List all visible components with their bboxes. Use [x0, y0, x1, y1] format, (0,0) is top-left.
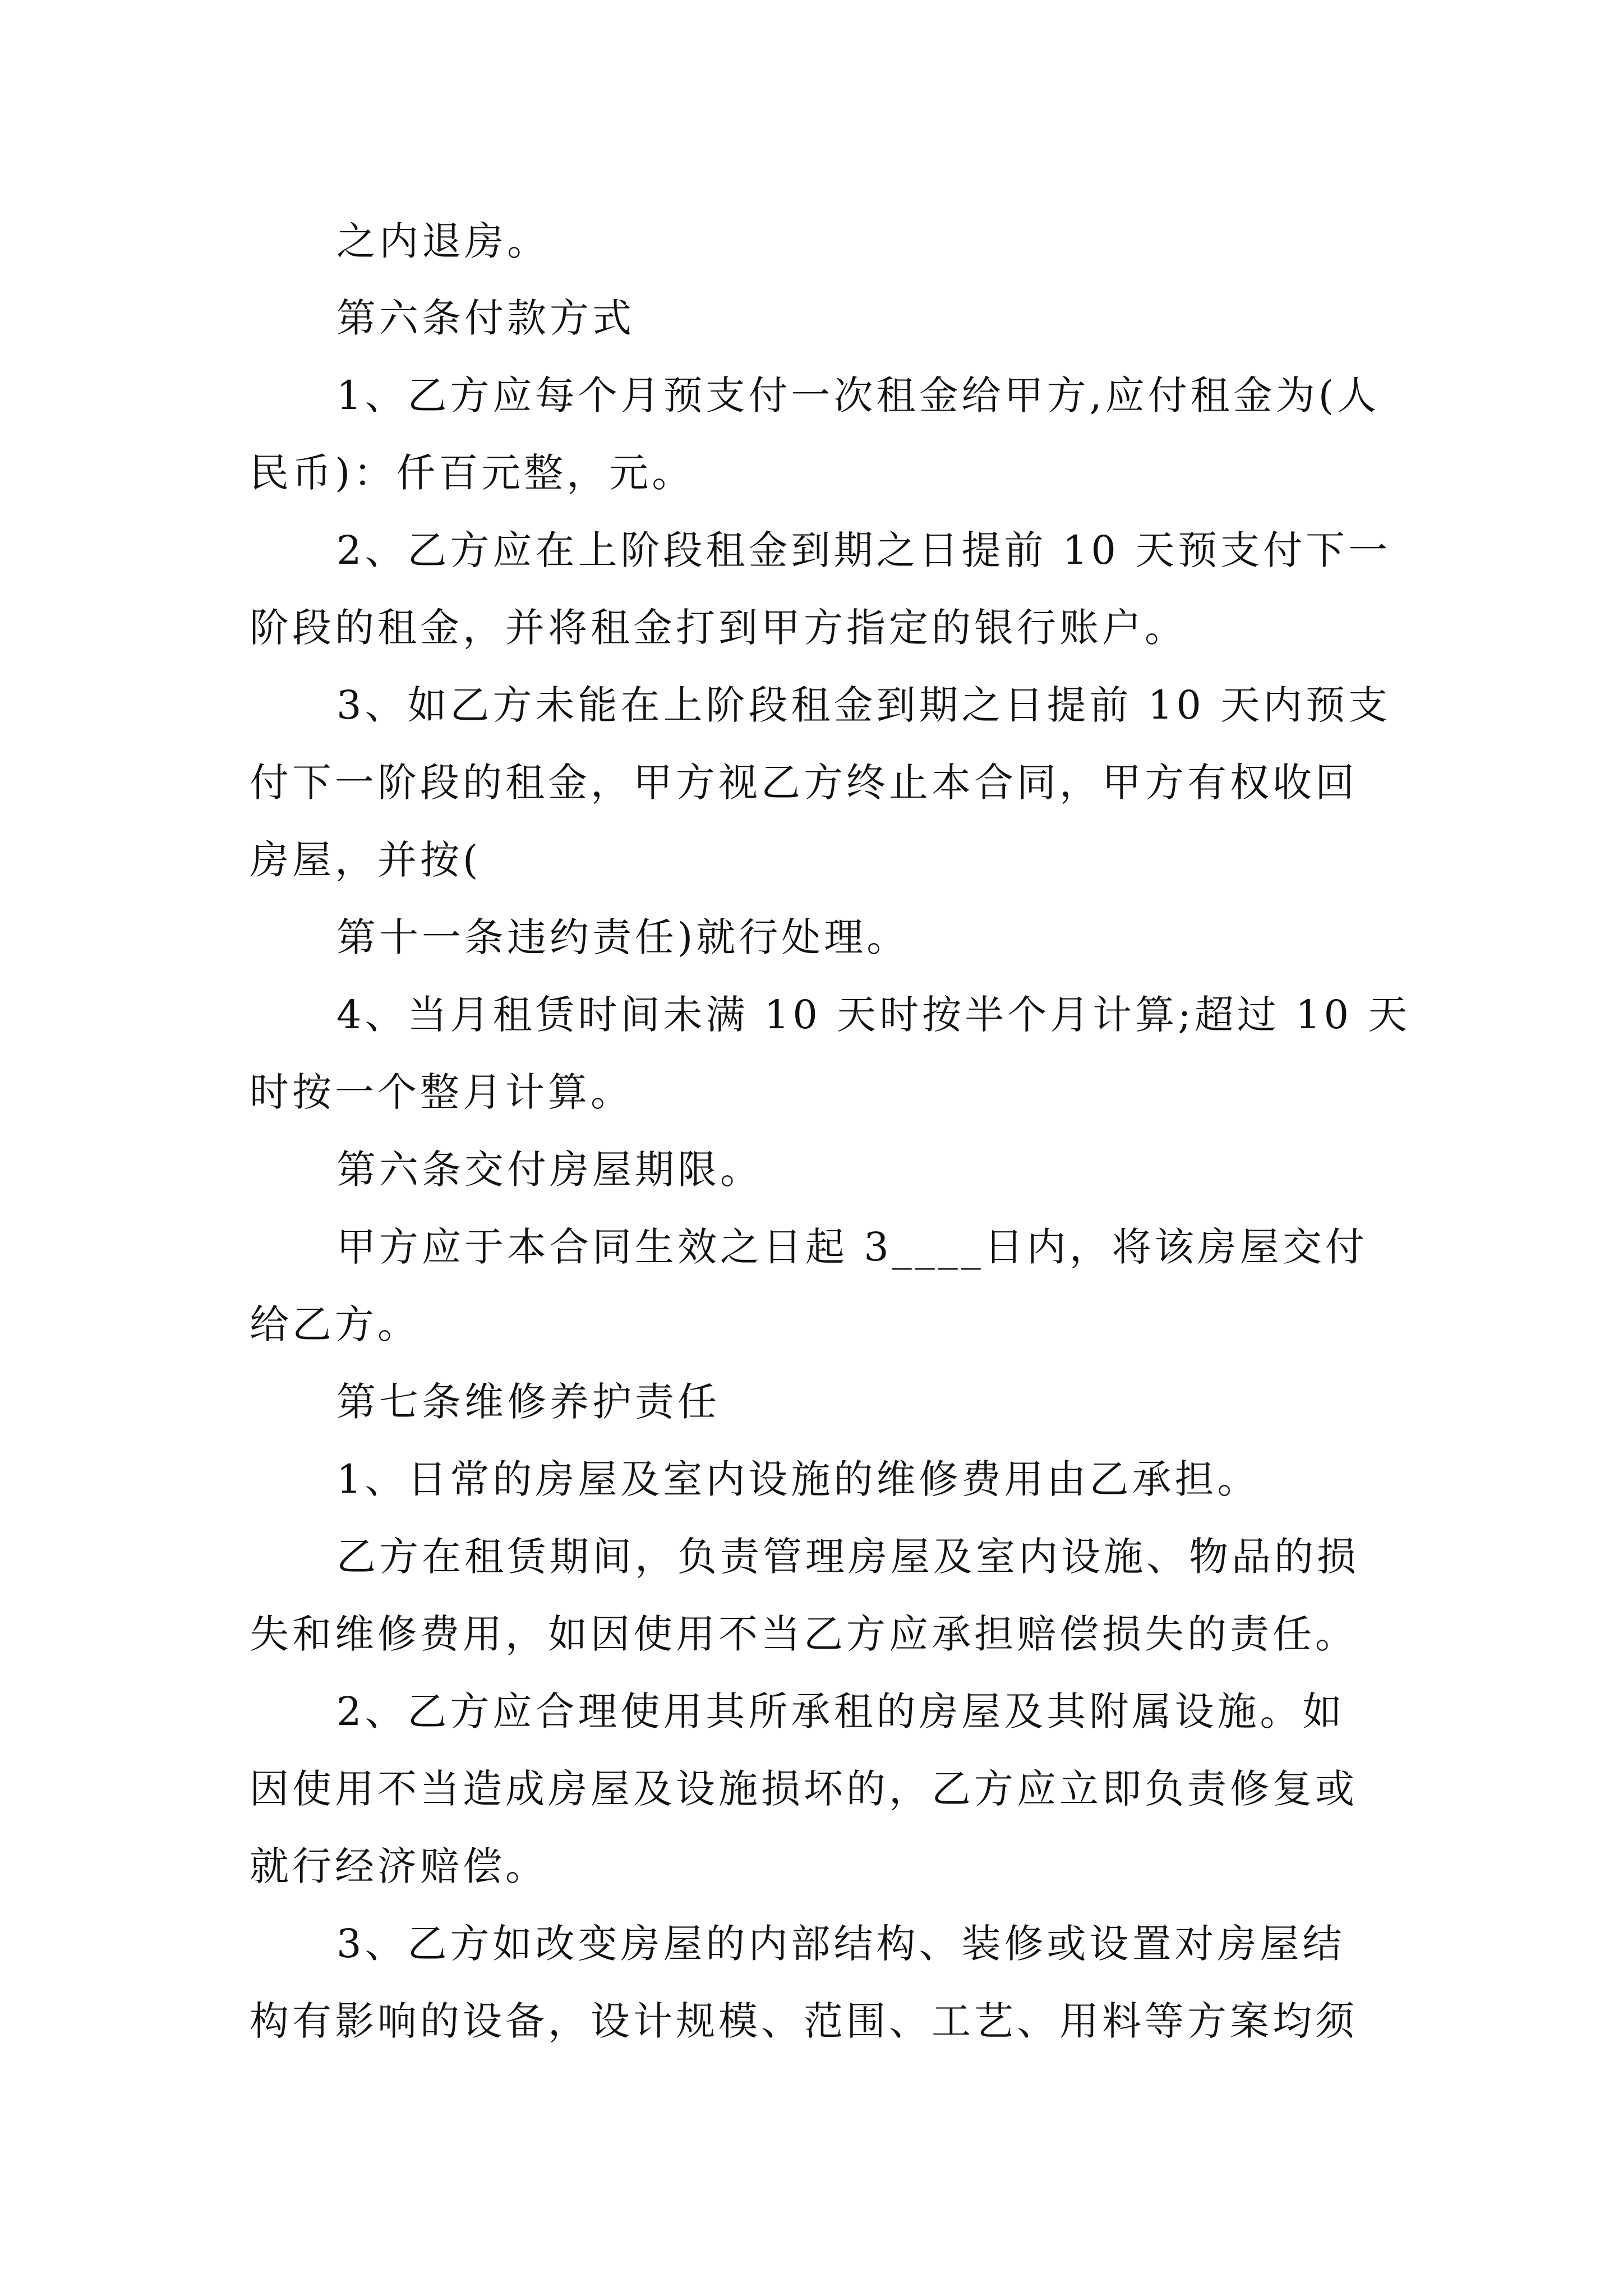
- text-line-4: 民币)：仟百元整，元。: [250, 450, 695, 496]
- text-line-14: 甲方应于本合同生效之日起 3____日内，将该房屋交付: [336, 1224, 1368, 1270]
- text-line-20: 2、乙方应合理使用其所承租的房屋及其附属设施。如: [336, 1688, 1345, 1734]
- text-line-21: 因使用不当造成房屋及设施损坏的，乙方应立即负责修复或: [250, 1766, 1358, 1812]
- text-line-12: 时按一个整月计算。: [250, 1069, 633, 1115]
- text-line-9: 房屋，并按(: [250, 837, 482, 883]
- text-line-1: 之内退房。: [336, 218, 550, 264]
- section-heading-payment: 第六条付款方式: [336, 295, 635, 341]
- text-line-5: 2、乙方应在上阶段租金到期之日提前 10 天预支付下一: [336, 527, 1391, 573]
- text-line-24: 构有影响的设备，设计规模、范围、工艺、用料等方案均须: [250, 1998, 1358, 2044]
- text-line-3: 1、乙方应每个月预支付一次租金给甲方,应付租金为(人: [336, 372, 1380, 418]
- text-line-6: 阶段的租金，并将租金打到甲方指定的银行账户。: [250, 605, 1187, 651]
- section-heading-maintenance: 第七条维修养护责任: [336, 1379, 720, 1425]
- text-line-10: 第十一条违约责任)就行处理。: [336, 914, 910, 960]
- text-line-23: 3、乙方如改变房屋的内部结构、装修或设置对房屋结: [336, 1921, 1345, 1967]
- section-heading-delivery: 第六条交付房屋期限。: [336, 1147, 763, 1193]
- text-line-8: 付下一阶段的租金，甲方视乙方终止本合同，甲方有权收回: [250, 760, 1358, 806]
- text-line-7: 3、如乙方未能在上阶段租金到期之日提前 10 天内预支: [336, 682, 1391, 728]
- text-line-11: 4、当月租赁时间未满 10 天时按半个月计算;超过 10 天: [336, 992, 1411, 1038]
- text-line-22: 就行经济赔偿。: [250, 1843, 548, 1889]
- text-line-19: 失和维修费用，如因使用不当乙方应承担赔偿损失的责任。: [250, 1611, 1358, 1657]
- text-line-18: 乙方在租赁期间，负责管理房屋及室内设施、物品的损: [336, 1534, 1359, 1580]
- text-line-17: 1、日常的房屋及室内设施的维修费用由乙承担。: [336, 1456, 1260, 1502]
- text-line-15: 给乙方。: [250, 1301, 420, 1347]
